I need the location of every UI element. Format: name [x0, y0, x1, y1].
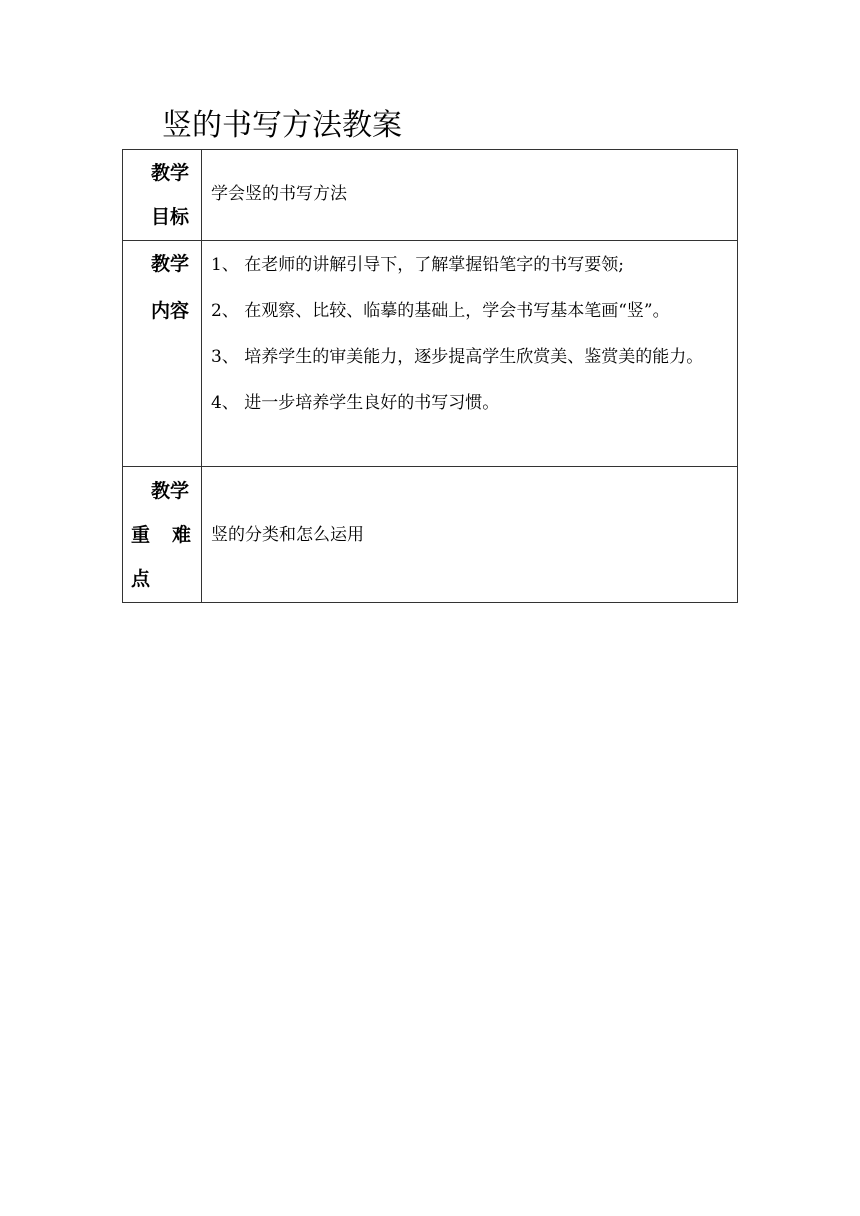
- difficulty-label-zhong: 重: [131, 523, 151, 546]
- difficulty-text: 竖的分类和怎么运用: [211, 524, 364, 545]
- goal-text: 学会竖的书写方法: [211, 184, 347, 204]
- goal-label-cell: [123, 150, 202, 241]
- table-row-goal: [123, 150, 738, 241]
- content-content-cell: [202, 241, 738, 467]
- document-title: 竖的书写方法教案: [162, 108, 402, 143]
- list-item: 3、 培养学生的审美能力，逐步提高学生欣赏美、鉴赏美的能力。: [211, 347, 704, 367]
- difficulty-label-line3: 点: [131, 567, 151, 590]
- list-item: 2、 在观察、比较、临摹的基础上，学会书写基本笔画“竖”。: [211, 301, 670, 321]
- difficulty-label-line1: 教学: [150, 479, 189, 502]
- difficulty-label-nan: 难: [171, 523, 191, 546]
- table-row-content: [123, 241, 738, 467]
- goal-label-line2: 目标: [150, 206, 189, 228]
- lesson-plan-table: [122, 149, 738, 603]
- content-label-line1: 教学: [150, 253, 189, 275]
- content-label-line2: 内容: [150, 300, 189, 322]
- difficulty-label-line2: [123, 513, 201, 557]
- table-row-difficulty: [123, 467, 738, 603]
- difficulty-label-cell: [123, 467, 202, 603]
- goal-label-line1: 教学: [150, 162, 189, 184]
- content-label-cell: [123, 241, 202, 467]
- list-item: 4、 进一步培养学生良好的书写习惯。: [211, 393, 500, 413]
- content-list: [211, 242, 737, 426]
- goal-content-cell: [202, 150, 738, 241]
- difficulty-content-cell: [202, 467, 738, 603]
- list-item: 1、 在老师的讲解引导下，了解掌握铅笔字的书写要领;: [211, 255, 624, 275]
